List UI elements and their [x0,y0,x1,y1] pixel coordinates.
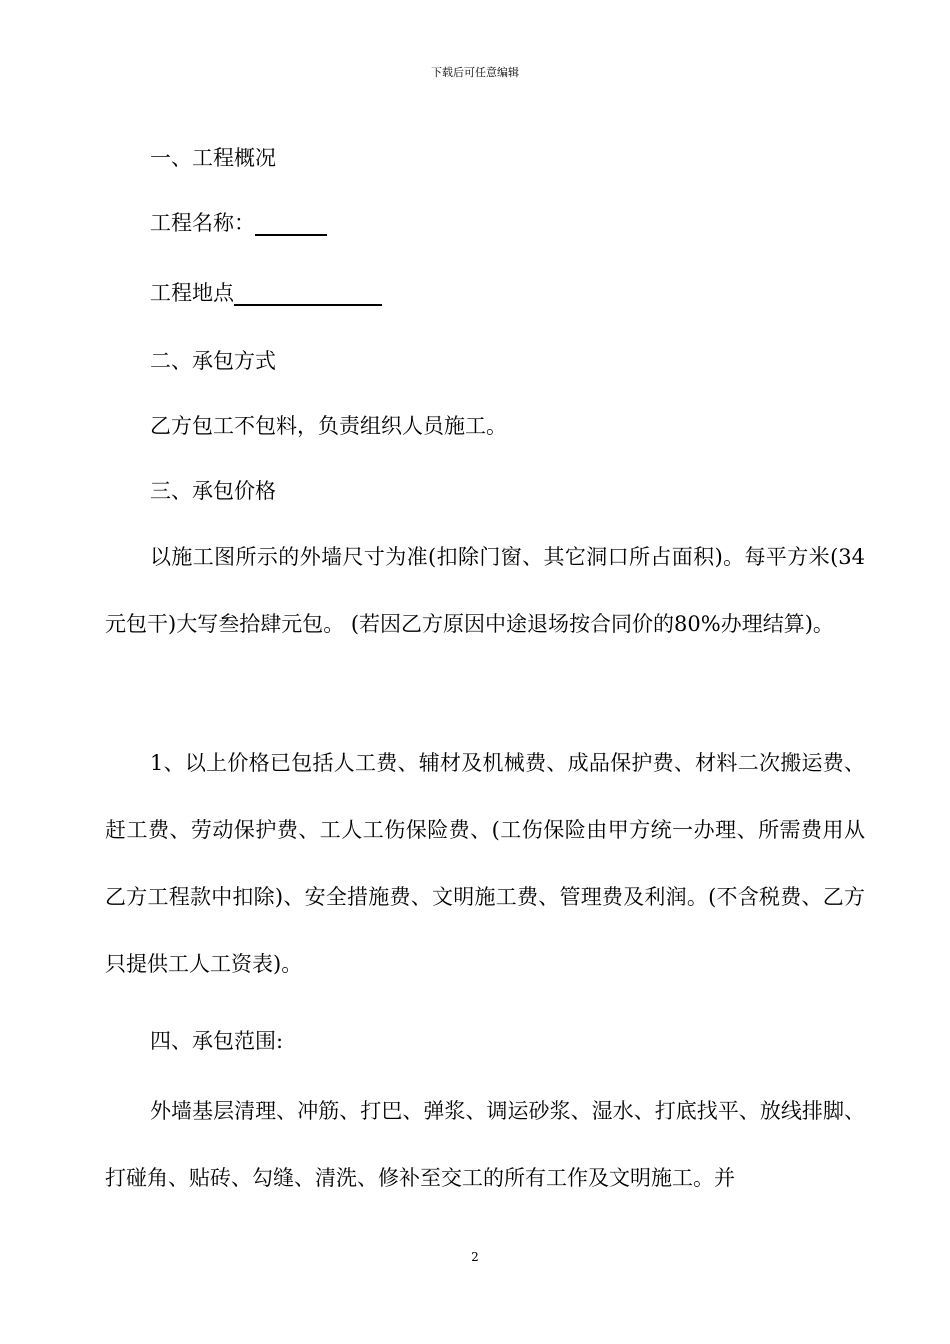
project-site-blank [234,280,382,306]
project-name-line [105,190,865,257]
section-4-body: 外墙基层清理、冲筋、打巴、弹浆、调运砂浆、湿水、打底找平、放线排脚、打碰角、贴砖、勾缝、清洗、修补至交工的所有工作及文明施工。并 [105,1099,865,1190]
page-header: 下载后可任意编辑 [431,66,519,79]
page-number: 2 [471,1250,479,1264]
section-3-body: 以施工图所示的外墙尺寸为准(扣除门窗、其它洞口所占面积)。每平方米(34元包干)大写叁拾肆元包。 (若因乙方原因中途退场按合同价的80%办理结算)。 [105,545,865,636]
section-1-heading: 一、工程概况 [150,146,276,170]
project-site-line [105,260,865,327]
project-name-blank [255,210,327,236]
project-site-label: 工程地点 [150,281,234,305]
section-3-heading: 三、承包价格 [150,479,276,503]
section-3-item-1: 1、以上价格已包括人工费、辅材及机械费、成品保护费、材料二次搬运费、赶工费、劳动保护费、工人工伤保险费、(工伤保险由甲方统一办理、所需费用从乙方工程款中扣除)、安全措施费、文明施工费、管理费及利润。(不含税费、乙方只提供工人工资表)。 [105,751,865,976]
section-2-heading: 二、承包方式 [150,349,276,373]
project-name-label: 工程名称： [150,211,255,235]
section-2-body: 乙方包工不包料，负责组织人员施工。 [150,414,507,438]
section-4-heading: 四、承包范围: [150,1029,284,1053]
